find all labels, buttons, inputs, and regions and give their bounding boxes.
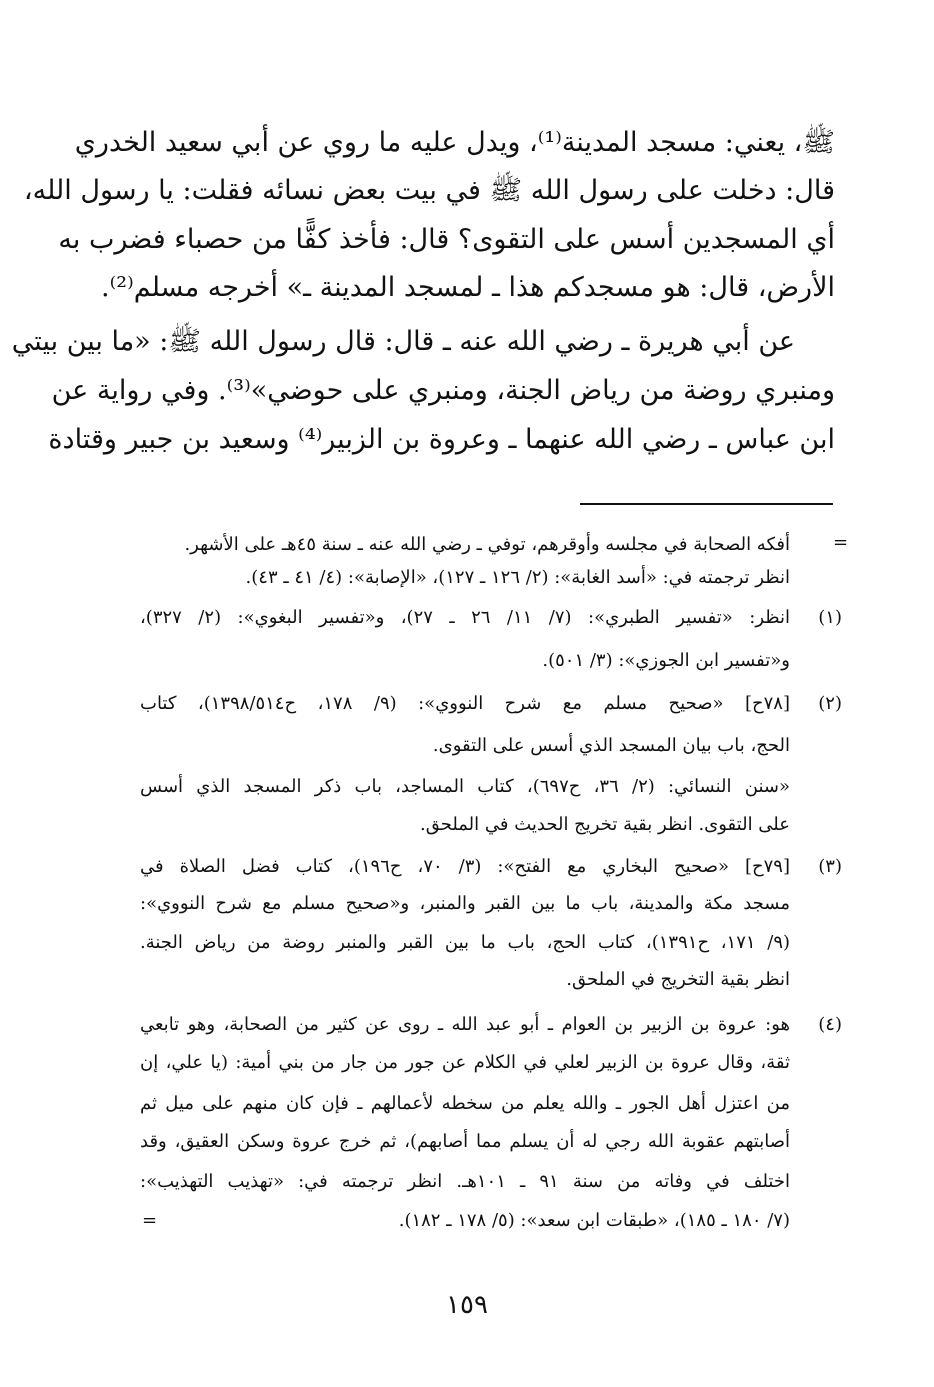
body-line-3: أي المسجدين أسس على التقوى؟ قال: فأخذ كفًّا من حصباء فضرب به	[58, 224, 835, 255]
footnote-4-line-3: من اعتزل أهل الجور ـ والله يعلم من سخطه لأعمالهم ـ فإن كان منهم على ميل ثم	[140, 1093, 790, 1114]
body-line-6: ومنبري روضة من رياض الجنة، ومنبري على حوضي»⁽³⁾. وفي رواية عن	[51, 375, 835, 406]
body-line-2: قال: دخلت على رسول الله ﷺ في بيت بعض نسائه فقلت: يا رسول الله،	[23, 175, 835, 206]
footnote-4-number: (٤)	[818, 1014, 842, 1035]
footnote-3-line-3: (٩/ ١٧١، ح١٣٩١)، كتاب الحج، باب ما بين القبر والمنبر روضة من رياض الجنة.	[140, 932, 791, 953]
body-line-1: ﷺ، يعني: مسجد المدينة⁽¹⁾، ويدل عليه ما روي عن أبي سعيد الخدري	[74, 127, 835, 158]
footnote-2-number: (٢)	[818, 693, 842, 714]
footnote-2-line-1: [٧٨ح] «صحيح مسلم مع شرح النووي»: (٩/ ١٧٨، ح١٣٩٨/٥١٤)، كتاب	[140, 693, 791, 714]
body-line-7: ابن عباس ـ رضي الله عنهما ـ وعروة بن الزبير⁽⁴⁾ وسعيد بن جبير وقتادة	[48, 424, 835, 455]
footnote-1-number: (١)	[818, 607, 842, 628]
footnote-2-line-2: الحج، باب بيان المسجد الذي أسس على التقوى.	[432, 735, 790, 756]
page-number: ١٥٩	[446, 1290, 488, 1320]
footnote-4-line-1: هو: عروة بن الزبير بن العوام ـ أبو عبد الله ـ روى عن كثير من الصحابة، وهو تابعي	[140, 1014, 790, 1035]
footnote-1-line-1: انظر: «تفسير الطبري»: (٧/ ١١/ ٢٦ ـ ٢٧)، و«تفسير البغوي»: (٢/ ٣٢٧)،	[140, 607, 791, 628]
footnote-2-line-3: «سنن النسائي: (٢/ ٣٦، ح٦٩٧)، كتاب المساجد، باب ذكر المسجد الذي أسس	[140, 776, 790, 797]
footnote-2-line-4: على التقوى. انظر بقية تخريج الحديث في الملحق.	[419, 814, 790, 835]
continues-next-page-mark: =	[142, 1210, 158, 1231]
footnote-3-line-2: مسجد مكة والمدينة، باب ما بين القبر والمنبر، و«صحيح مسلم مع شرح النووي»:	[140, 893, 790, 914]
footnote-cont-line-2: انظر ترجمته في: «أسد الغابة»: (٢/ ١٢٦ ـ ١٢٧)، «الإصابة»: (٤/ ٤١ ـ ٤٣).	[245, 567, 790, 588]
footnote-cont-line-1: أفكه الصحابة في مجلسه وأوقرهم، توفي ـ رضي الله عنه ـ سنة ٤٥هـ على الأشهر.	[184, 534, 790, 555]
footnote-1-line-2: و«تفسير ابن الجوزي»: (٣/ ٥٠١).	[542, 650, 790, 671]
body-line-4: الأرض، قال: هو مسجدكم هذا ـ لمسجد المدينة ـ» أخرجه مسلم⁽²⁾.	[101, 272, 835, 303]
footnote-3-line-1: [٧٩ح] «صحيح البخاري مع الفتح»: (٣/ ٧٠، ح١٩٦)، كتاب فضل الصلاة في	[140, 856, 790, 877]
footnote-4-line-5: اختلف في وفاته من سنة ٩١ ـ ١٠١هـ. انظر ترجمته في: «تهذيب التهذيب»:	[140, 1171, 790, 1192]
body-line-5: عن أبي هريرة ـ رضي الله عنه ـ قال: قال رسول الله ﷺ: «ما بين بيتي	[11, 326, 795, 357]
footnote-4-line-2: ثقة، وقال عروة بن الزبير لعلي في الكلام عن جور من جار من بني أمية: (يا علي، إن	[140, 1052, 790, 1073]
footnote-3-number: (٣)	[818, 856, 842, 877]
footnote-3-line-4: انظر بقية التخريج في الملحق.	[566, 969, 790, 990]
footnote-divider	[580, 503, 833, 505]
footnote-4-line-6: (٧/ ١٨٠ ـ ١٨٥)، «طبقات ابن سعد»: (٥/ ١٧٨ ـ ١٨٢).	[398, 1210, 790, 1231]
continuation-mark: =	[833, 532, 849, 553]
footnote-4-line-4: أصابتهم عقوبة الله رجي له أن يسلم مما أصابهم)، ثم خرج عروة وسكن العقيق، وقد	[140, 1131, 790, 1152]
